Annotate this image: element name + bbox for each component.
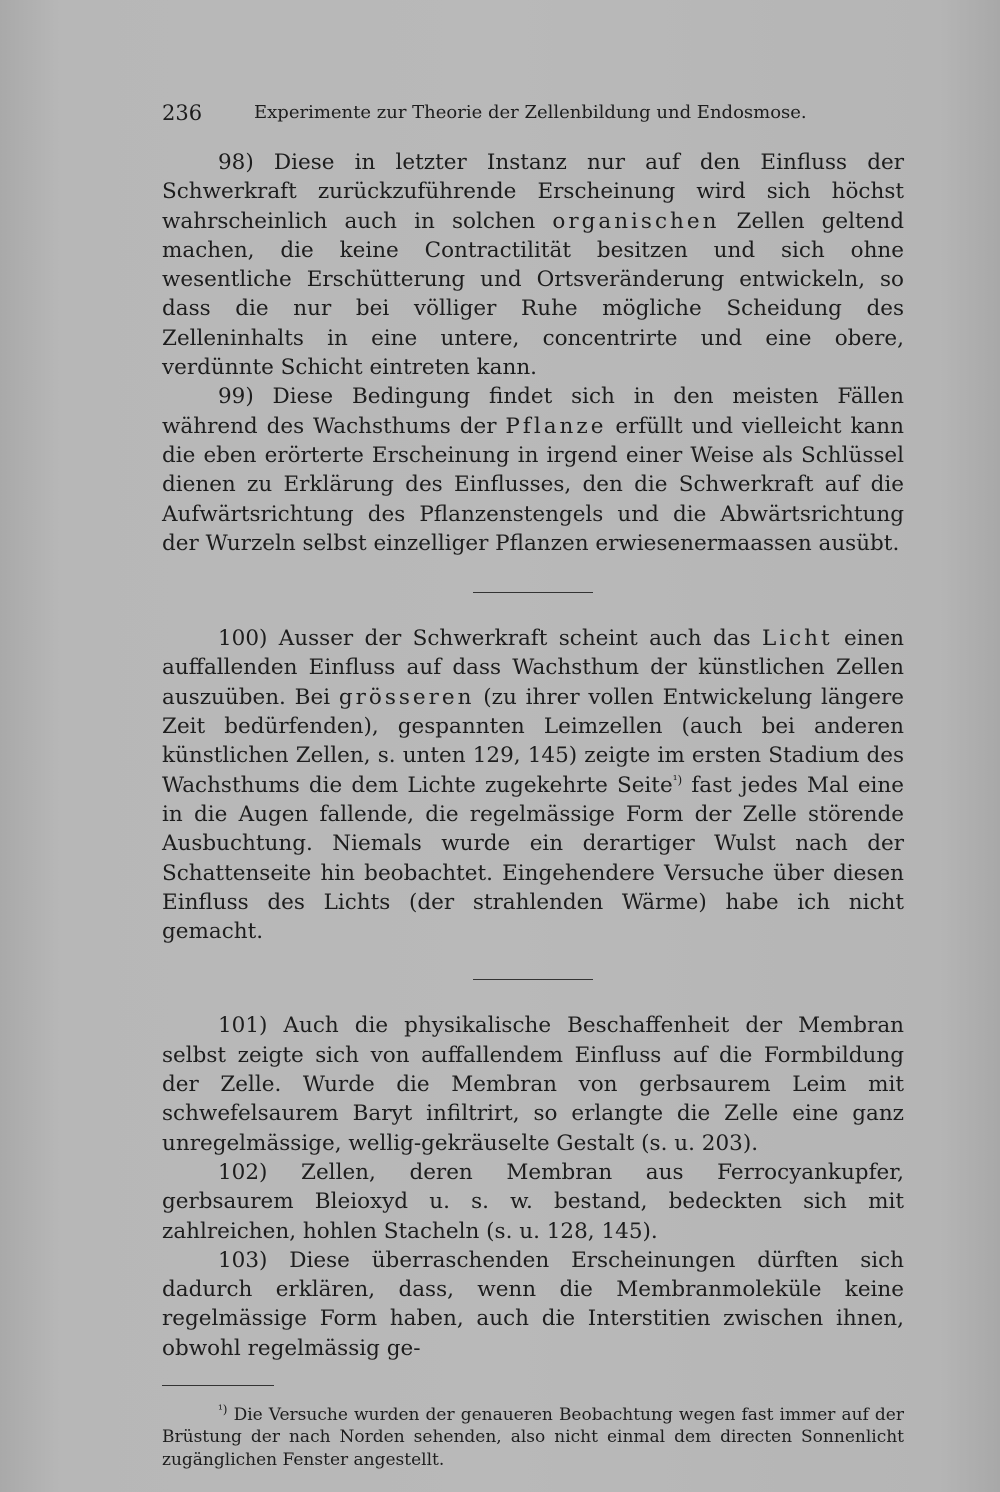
paragraph-99-text-b: erfüllt und vielleicht kann die eben erörterte Erscheinung in irgend einer Weise als Schlüssel dienen zu Erklärung des Einflusses, den die Schwerkraft auf die Aufwärtsrichtung des Pflanzenstengels und die Abwärtsrichtung der Wurzeln selbst einzelliger Pflanzen erwiesenermaassen ausübt. [162,413,904,556]
paragraph-100-emphasis-1: Licht [761,626,833,652]
paragraph-100 [162,624,904,946]
footnote-divider [162,1385,274,1386]
paragraph-98 [162,148,904,382]
paragraph-100-text-a: 100) Ausser der Schwerkraft scheint auch das [218,626,762,652]
paragraph-100-text-d: fast jedes Mal eine in die Augen fallende, die regelmässige Form der Zelle störende Ausbuchtung. Niemals wurde ein derartiger Wulst nach der Schattenseite hin beobachtet. Eingehendere Versuche über diesen Einfluss des Lichts (der strahlenden Wärme) habe ich nicht gemacht. [162,772,904,945]
paragraph-102: 102) Zellen, deren Membran aus Ferrocyankupfer, gerbsaurem Bleioxyd u. s. w. bestand, bedeckten sich mit zahlreichen, hohlen Stacheln (s. u. 128, 145). [162,1159,904,1244]
paragraph-98-text-a: 98) Diese in letzter Instanz nur auf den Einfluss der Schwerkraft zurückzuführende Erscheinung wird sich höchst wahrscheinlich auch in solchen [162,150,904,234]
footnote-text: Die Versuche wurden der genaueren Beobachtung wegen fast immer auf der Brüstung der nach Norden sehenden, also nicht einmal dem directen Sonnenlicht zugänglichen Fenster angestellt. [162,1404,904,1470]
paragraph-100-text-c: (zu ihrer vollen Entwickelung längere Zeit bedürfenden), gespannten Leimzellen (auch bei anderen künstlichen Zellen, s. unten 129, 145) zeigte im ersten Stadium des Wachsthums die dem Lichte zugekehrte Seite [162,684,904,798]
footnote-mark: ¹) [218,1402,228,1417]
section-divider [473,979,593,980]
paragraph-101: 101) Auch die physikalische Beschaffenheit der Membran selbst zeigte sich von auffallendem Einfluss auf die Formbildung der Zelle. Wurde die Membran von gerbsaurem Leim mit schwefelsaurem Baryt infiltrirt, so erlangte die Zelle eine ganz unregelmässige, wellig-gekräuselte Gestalt (s. u. 203). [162,1013,904,1156]
paragraph-100-text-b: einen auffallenden Einfluss auf dass Wachsthum der künstlichen Zellen auszuüben. Bei [162,626,904,710]
page-body [162,148,904,1471]
paragraph-99 [162,382,904,558]
paragraph-99-text-a: 99) Diese Bedingung findet sich in den meisten Fällen während des Wachsthums der [162,384,904,439]
paragraph-98-text-b: Zellen geltend machen, die keine Contractilität besitzen und sich ohne wesentliche Erschütterung und Ortsveränderung entwickeln, so dass die nur bei völliger Ruhe mögliche Scheidung des Zelleninhalts in eine untere, concentrirte und eine obere, verdünnte Schicht eintreten kann. [162,208,904,381]
section-divider [473,592,593,593]
footnote [162,1404,904,1472]
footnote-reference: ¹) [672,772,683,787]
running-title: Experimente zur Theorie der Zellenbildung und Endosmose. [254,102,807,123]
paragraph-99-emphasis: Pflanze [505,413,607,439]
page-number: 236 [162,101,203,125]
page-header [162,98,904,128]
paragraph-100-emphasis-2: grösseren [338,684,475,710]
paragraph-103: 103) Diese überraschenden Erscheinungen dürften sich dadurch erklären, dass, wenn die Membranmoleküle keine regelmässige Form haben, auch die Interstitien zwischen ihnen, obwohl regelmässig ge- [162,1247,904,1361]
paragraph-98-emphasis: organischen [552,208,720,234]
